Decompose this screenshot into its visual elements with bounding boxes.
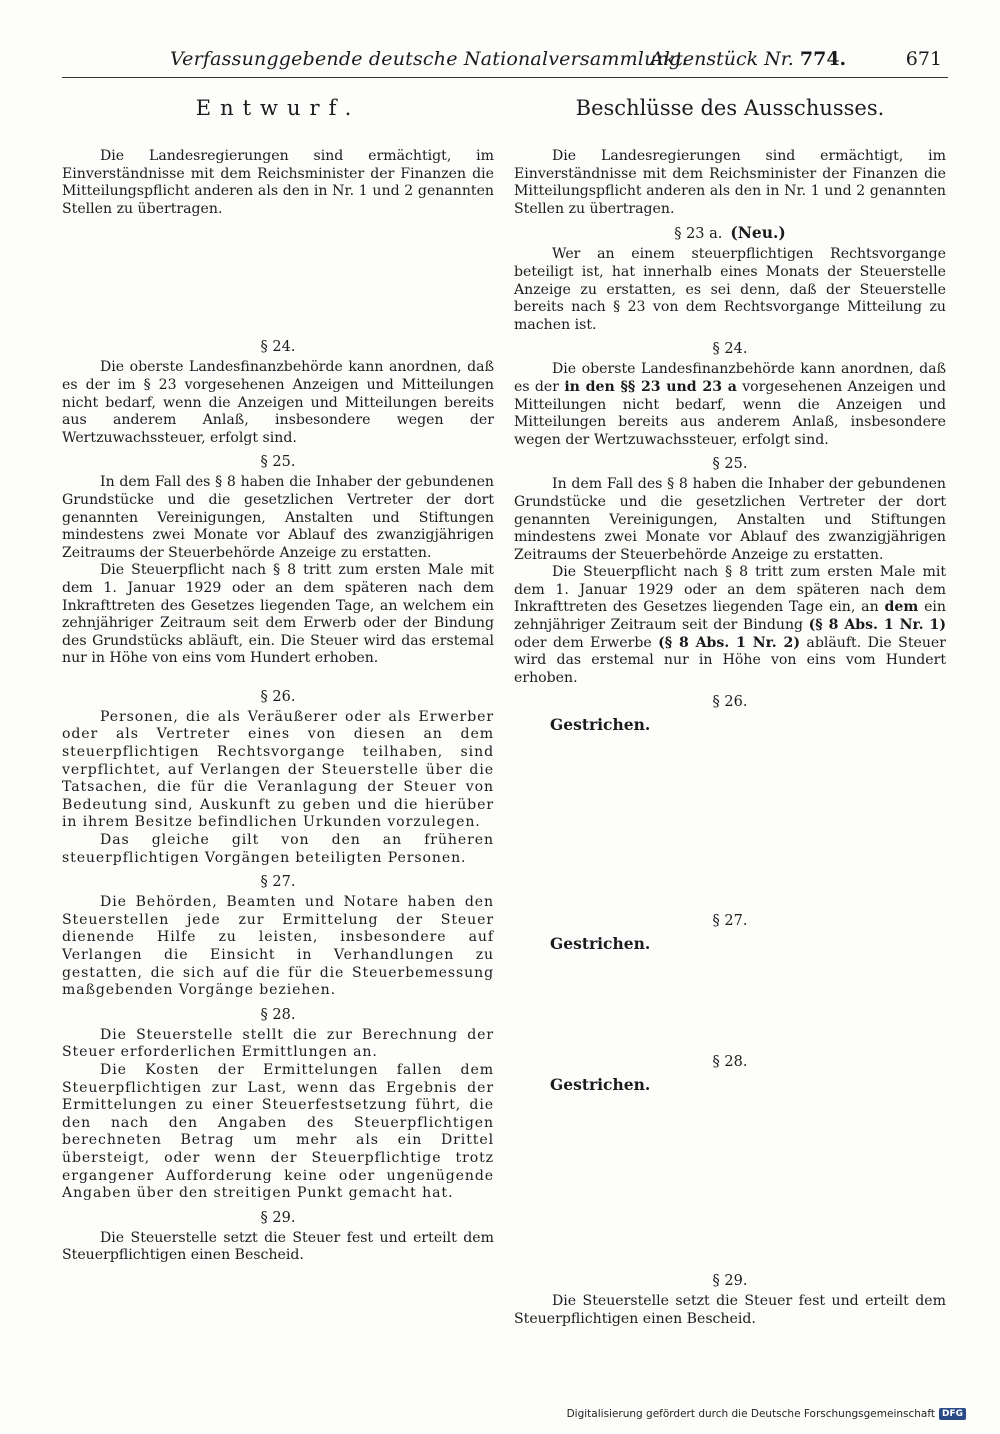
column-entwurf — [62, 96, 494, 1265]
section-number-28: § 28. — [260, 1006, 296, 1023]
section-number-26: § 26. — [712, 694, 748, 711]
paragraph-26b: Das gleiche gilt von den an früheren steuerpflichtigen Vorgängen beteiligten Personen. — [62, 832, 494, 866]
text: oder dem Erwerbe — [514, 634, 659, 651]
paragraph-26a: Personen, die als Veräußerer oder als Erwerber oder als Vertreter eines von diesen an dem steuerpflichtigen Rechtsvorgange teilhaben, sind verpflichtet, auf Verlangen der Steuerstelle über die Tatsachen, die für die Veranlagung der Steuer von Bedeutung sind, Auskunft zu geben und die hierüber in ihrem Besitze befindlichen Urkunden vorzulegen. — [62, 708, 494, 831]
paragraph-25a: In dem Fall des § 8 haben die Inhaber der gebundenen Grundstücke und die gesetzlichen Vertreter der dort genannten Vereinigungen, Anstalten und Stiftungen mindestens zwei Monate vor Ablauf des zwanzigjährigen Zeitraums der Steuerbehörde Anzeige zu erstatten. — [514, 476, 946, 563]
paragraph-25b — [514, 564, 946, 687]
text: Die oberste Landesfinanzbehörde kann anordnen, daß es der — [514, 361, 946, 395]
section-number-28: § 28. — [712, 1054, 748, 1071]
digitization-footer — [567, 1408, 966, 1420]
paragraph-24 — [514, 361, 946, 449]
amended-text: in den §§ 23 und 23 a — [564, 378, 737, 395]
section-heading-23a — [514, 224, 946, 243]
section-number-27: § 27. — [712, 913, 748, 930]
column-beschluesse — [514, 96, 946, 1329]
paragraph-29: Die Steuerstelle setzt die Steuer fest und erteilt dem Steuerpflichtigen einen Bescheid. — [62, 1229, 494, 1264]
paragraph-28a: Die Steuerstelle stellt die zur Berechnung der Steuer erforderlichen Ermittlungen an. — [62, 1026, 494, 1061]
struck-marker-28: Gestrichen. — [550, 1075, 651, 1095]
section-number-27: § 27. — [260, 874, 296, 891]
paragraph-intro: Die Landesregierungen sind ermächtigt, im Einverständnisse mit dem Reichsminister der Finanzen die Mitteilungspflicht anderen als den in Nr. 1 und 2 genannten Stellen zu übertragen. — [62, 148, 494, 217]
paragraph-25b: Die Steuerpflicht nach § 8 tritt zum ersten Male mit dem 1. Januar 1929 oder an dem späteren nach dem Inkrafttreten des Gesetzes liegenden Tage, an welchem ein zehnjähriger Zeitraum seit dem Erwerb oder der Bindung des Grundstücks abläuft, ein. Die Steuer wird das erstemal nur in Höhe von eins vom Hundert erhoben. — [62, 562, 494, 667]
amended-text: (§ 8 Abs. 1 Nr. 2) — [658, 634, 800, 651]
struck-marker-27: Gestrichen. — [550, 934, 651, 954]
dfg-logo: DFG — [939, 1408, 966, 1420]
text: abläuft. Die Steuer wird das erstemal nur in Höhe von eins vom Hundert erhoben. — [514, 634, 946, 686]
paragraph-24: Die oberste Landesfinanzbehörde kann anordnen, daß es der im § 23 vorgesehenen Anzeigen und Mitteilungen nicht bedarf, wenn die Anzeigen und Mitteilungen bereits aus anderem Anlaß, insbesondere wegen der Wertzuwachssteuer, erfolgt sind. — [62, 359, 494, 446]
text: ein zehnjähriger Zeitraum seit der Bindung — [514, 599, 946, 634]
header-title: Verfassunggebende deutsche Nationalversammlung. — [170, 48, 688, 70]
paragraph-27: Die Behörden, Beamten und Notare haben den Steuerstellen jede zur Ermittelung der Steuer dienende Hilfe zu leisten, insbesondere auf Verlangen die Einsicht in Verhandlungen zu gestatten, die sich auf die für die Steuerbemessung maßgebenden Vorgänge beziehen. — [62, 894, 494, 999]
section-number-29: § 29. — [260, 1209, 296, 1226]
amended-text: dem — [884, 599, 919, 616]
text: vorgesehenen Anzeigen und Mitteilungen nicht bedarf, wenn die Anzeigen und Mitteilungen bereits aus anderem Anlaß, insbesondere wegen der Wertzuwachssteuer, erfolgt sind. — [514, 378, 946, 448]
header-doc-prefix: Aktenstück Nr. — [650, 48, 794, 70]
spacer — [62, 668, 494, 682]
column-title-entwurf: Entwurf. — [195, 96, 361, 120]
paragraph-intro: Die Landesregierungen sind ermächtigt, im Einverständnisse mit dem Reichsminister der Finanzen die Mitteilungspflicht anderen als den in Nr. 1 und 2 genannten Stellen zu übertragen. — [514, 148, 946, 217]
section-number-24: § 24. — [712, 341, 748, 358]
struck-marker-26: Gestrichen. — [550, 715, 651, 735]
spacer — [514, 736, 946, 906]
column-title-beschluesse: Beschlüsse des Ausschusses. — [575, 96, 885, 120]
new-marker: (Neu.) — [730, 223, 786, 243]
section-number-25: § 25. — [712, 456, 748, 473]
header-doc-number: 774. — [799, 48, 847, 70]
paragraph-29: Die Steuerstelle setzt die Steuer fest und erteilt dem Steuerpflichtigen einen Bescheid. — [514, 1293, 946, 1328]
section-number-26: § 26. — [260, 688, 296, 705]
paragraph-25a: In dem Fall des § 8 haben die Inhaber der gebundenen Grundstücke und die gesetzlichen Vertreter der dort genannten Vereinigungen, Anstalten und Stiftungen mindestens zwei Monate vor Ablauf des zwanzigjährigen Zeitraums der Steuerbehörde Anzeige zu erstatten. — [62, 474, 494, 561]
section-number-25: § 25. — [260, 454, 296, 471]
spacer — [514, 955, 946, 1047]
footer-text: Digitalisierung gefördert durch die Deutsche Forschungsgemeinschaft — [566, 1408, 935, 1420]
page-number: 671 — [905, 48, 942, 70]
spacer — [62, 218, 494, 332]
section-number-23a: § 23 a. — [674, 226, 723, 243]
paragraph-23a: Wer an einem steuerpflichtigen Rechtsvorgange beteiligt ist, hat innerhalb eines Monats der Steuerstelle Anzeige zu erstatten, es sei denn, daß der Steuerstelle bereits nach § 23 von dem Rechtsvorgange Mitteilung zu machen ist. — [514, 246, 946, 333]
text: Die Steuerpflicht nach § 8 tritt zum ersten Male mit dem 1. Januar 1929 oder an dem späteren nach dem Inkrafttreten des Gesetzes liegenden Tage ein, an — [514, 564, 946, 616]
section-number-24: § 24. — [260, 339, 296, 356]
header-document-ref — [650, 48, 846, 70]
spacer — [514, 1096, 946, 1266]
page-header — [62, 48, 948, 78]
paragraph-28b: Die Kosten der Ermittelungen fallen dem Steuerpflichtigen zur Last, wenn das Ergebnis der Ermittelungen zu einer Steuerfestsetzung führt, die den nach den Angaben des Steuerpflichtigen berechneten Betrag um mehr als ein Drittel übersteigt, oder wenn der Steuerpflichtige trotz ergangener Aufforderung keine oder ungenügende Angaben über den streitigen Punkt gemacht hat. — [62, 1061, 494, 1202]
section-number-29: § 29. — [712, 1273, 748, 1290]
amended-text: (§ 8 Abs. 1 Nr. 1) — [808, 617, 946, 634]
